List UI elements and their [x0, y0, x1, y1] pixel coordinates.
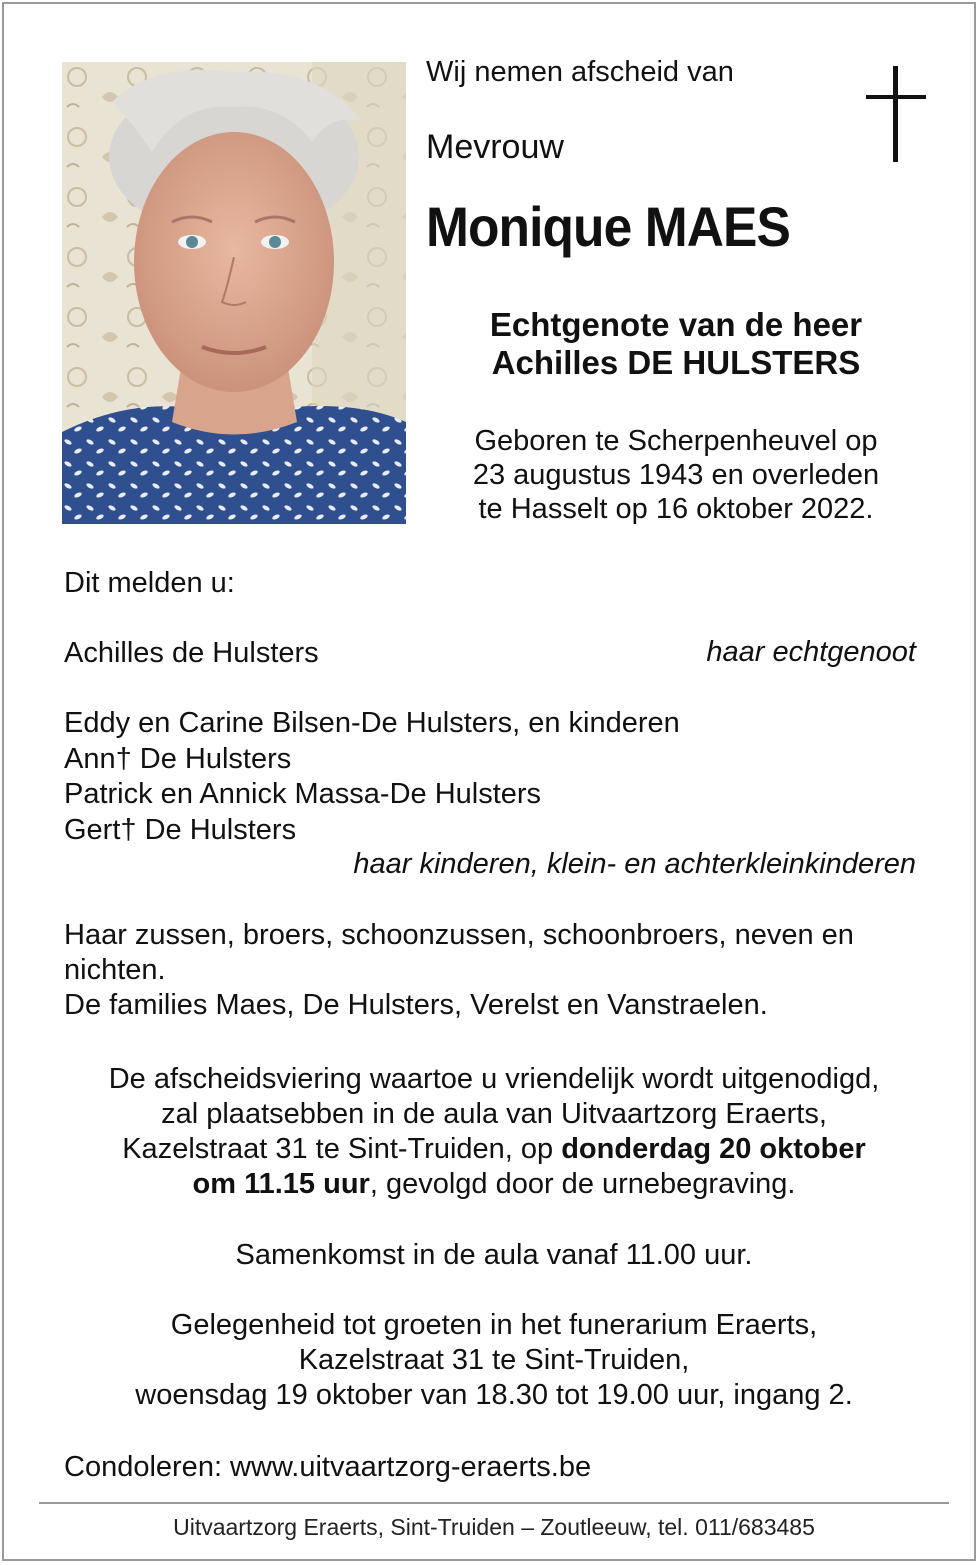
ceremony-line: zal plaatsebben in de aula van Uitvaartzorg Eraerts,: [161, 1098, 827, 1130]
born-line: Geboren te Scherpenheuvel op: [474, 425, 878, 457]
ceremony-burial: , gevolgd door de urnebegraving.: [369, 1168, 796, 1200]
gathering-text: Samenkomst in de aula vanaf 11.00 uur.: [235, 1239, 753, 1271]
spouse-role: haar echtgenoot: [706, 636, 916, 668]
divider: [39, 1502, 949, 1504]
portrait-photo: [62, 62, 406, 524]
ceremony-date: donderdag 20 oktober: [561, 1133, 866, 1165]
ceremony-line: De afscheidsviering waartoe u vriendelijk wordt uitgenodigd,: [108, 1063, 880, 1095]
children-role: haar kinderen, klein- en achterkleinkinderen: [353, 848, 916, 880]
ceremony-time: om 11.15 uur: [192, 1168, 370, 1200]
deceased-name: Monique MAES: [426, 195, 790, 258]
announcement-opening: Dit melden u:: [64, 567, 235, 599]
ceremony-address: Kazelstraat 31 te Sint-Truiden, op: [122, 1133, 562, 1165]
list-item: Ann† De Hulsters: [64, 742, 292, 775]
obituary-card: [2, 2, 976, 1561]
birth-death-info: [434, 424, 918, 526]
visitation-info: [4, 1308, 980, 1413]
visitation-line: Gelegenheid tot groeten in het funerarium Eraerts,: [170, 1309, 818, 1341]
footer-text: Uitvaartzorg Eraerts, Sint-Truiden – Zoutleeuw, tel. 011/683485: [173, 1514, 815, 1540]
families-line: De families Maes, De Hulsters, Verelst en Vanstraelen.: [64, 989, 768, 1021]
spouse-info: [434, 306, 918, 382]
visitation-line: Kazelstraat 31 te Sint-Truiden,: [298, 1344, 690, 1376]
spouse-name-entry: Achilles de Hulsters: [64, 637, 319, 669]
list-item: Eddy en Carine Bilsen-De Hulsters, en kinderen: [64, 707, 680, 739]
list-item: Gert† De Hulsters: [64, 813, 297, 846]
visitation-line: woensdag 19 oktober van 18.30 tot 19.00 uur, ingang 2.: [135, 1379, 853, 1411]
condolence-link[interactable]: Condoleren: www.uitvaartzorg-eraerts.be: [64, 1451, 592, 1483]
relatives-line: Haar zussen, broers, schoonzussen, schoonbroers, neven en nichten.: [64, 919, 854, 986]
list-item: Patrick en Annick Massa-De Hulsters: [64, 778, 542, 810]
born-line: te Hasselt op 16 oktober 2022.: [478, 493, 874, 525]
children-list: [64, 706, 680, 848]
ceremony-line: [4, 1132, 980, 1167]
spouse-line: Echtgenote van de heer: [489, 306, 863, 343]
intro-text: Wij nemen afscheid van: [426, 56, 734, 88]
spouse-name: Achilles DE HULSTERS: [491, 344, 861, 381]
cross-icon: [866, 66, 926, 162]
born-line: 23 augustus 1943 en overleden: [472, 459, 880, 491]
ceremony-line: [4, 1167, 980, 1202]
relatives-text: [64, 918, 934, 1023]
ceremony-info: [4, 1062, 980, 1202]
deceased-title: Mevrouw: [426, 128, 564, 166]
